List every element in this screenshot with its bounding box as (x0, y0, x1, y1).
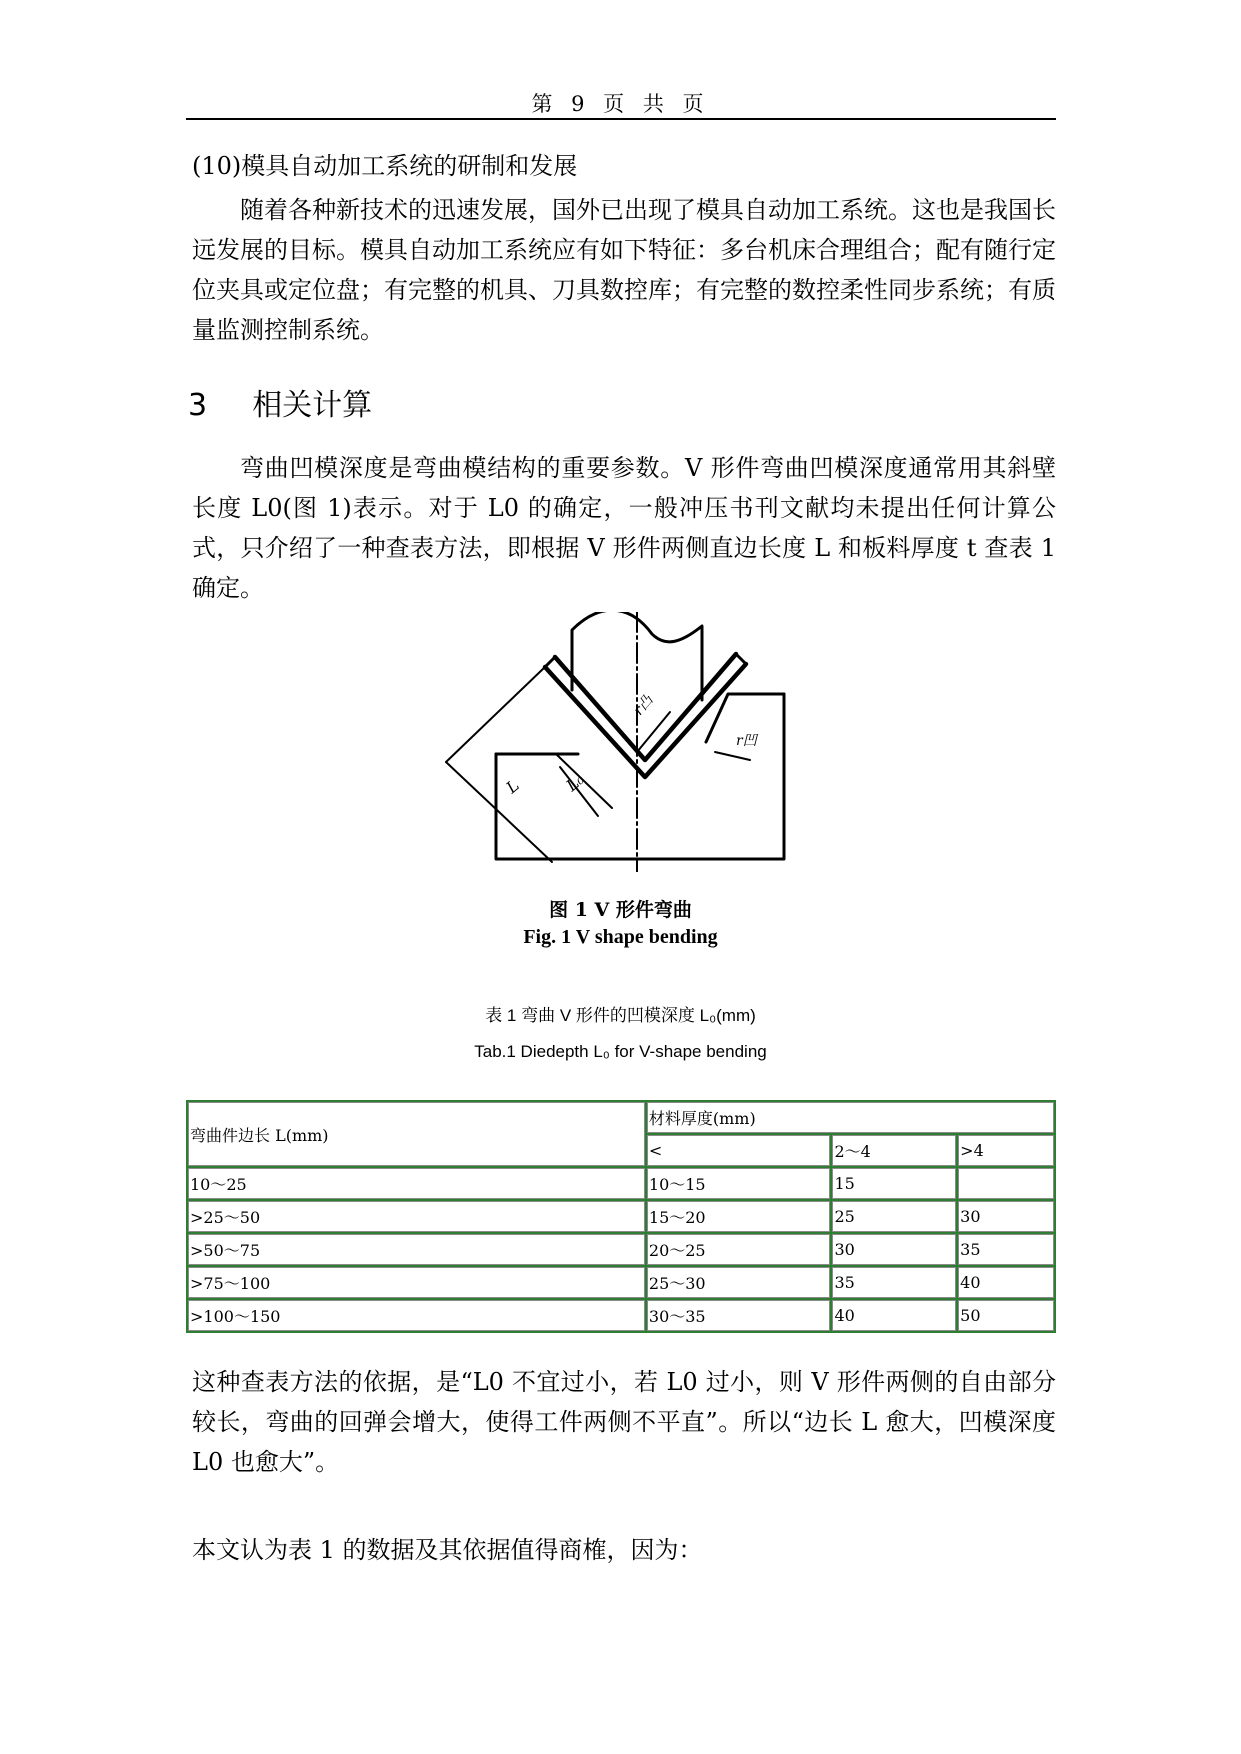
table-cell: 15～20 (646, 1200, 832, 1233)
table-row (187, 1233, 1055, 1266)
table-cell: 30 (957, 1200, 1055, 1233)
table-caption-en: Tab.1 Diedepth L₀ for V-shape bending (474, 1042, 767, 1061)
depth-table (186, 1100, 1056, 1333)
table-cell: 40 (831, 1299, 957, 1332)
table-header-row (187, 1101, 1055, 1134)
table-cell: 40 (957, 1266, 1055, 1299)
section-number: 3 (188, 388, 208, 423)
sub-header: >4 (957, 1134, 1055, 1167)
table-row (187, 1167, 1055, 1200)
header-rule (186, 118, 1056, 120)
table-cell: 35 (831, 1266, 957, 1299)
table-cell: 25 (831, 1200, 957, 1233)
subsection-paragraph: 随着各种新技术的迅速发展，国外已出现了模具自动加工系统。这也是我国长远发展的目标。模具自动加工系统应有如下特征：多台机床合理组合；配有随行定位夹具或定位盘；有完整的机具、刀具数控库；有完整的数控柔性同步系统；有质量监测控制系统。 (192, 196, 1056, 344)
table-cell: 15 (831, 1167, 957, 1200)
table-cell: 25～30 (646, 1266, 832, 1299)
r-die-leader (715, 752, 750, 760)
table-cell: >50～75 (187, 1233, 646, 1266)
page-header: 第 9 页 共 页 (531, 92, 710, 116)
label-L: L (502, 775, 523, 798)
table-row (187, 1299, 1055, 1332)
table-cell: >100～150 (187, 1299, 646, 1332)
sub-header: < (646, 1134, 832, 1167)
table-cell: >25～50 (187, 1200, 646, 1233)
sheet-end-right (736, 654, 746, 664)
table-cell: 10～25 (187, 1167, 646, 1200)
sub-header: 2～4 (831, 1134, 957, 1167)
table-cell: 35 (957, 1233, 1055, 1266)
label-r-punch: r凸 (630, 692, 657, 719)
explanation-paragraph: 这种查表方法的依据，是“L0 不宜过小，若 L0 过小，则 V 形件两侧的自由部分较长，弯曲的回弹会增大，使得工件两侧不平直”。所以“边长 L 愈大，凹模深度 L0 也愈大”。 (192, 1368, 1056, 1476)
subsection-heading: (10)模具自动加工系统的研制和发展 (192, 152, 578, 180)
table-cell (957, 1167, 1055, 1200)
die-outline (496, 694, 784, 859)
table-cell: 30～35 (646, 1299, 832, 1332)
figure-caption-en: Fig. 1 V shape bending (523, 926, 718, 948)
col-header-side-length: 弯曲件边长 L(mm) (187, 1101, 646, 1167)
table-cell: 10～15 (646, 1167, 832, 1200)
section-title (188, 380, 372, 424)
v-bending-figure (440, 612, 800, 872)
figure-caption-cn: 图 1 V 形件弯曲 (549, 899, 692, 921)
closing-paragraph: 本文认为表 1 的数据及其依据值得商榷，因为： (192, 1536, 703, 1564)
section-paragraph: 弯曲凹模深度是弯曲模结构的重要参数。V 形件弯曲凹模深度通常用其斜壁长度 L0(图 1)表示。对于 L0 的确定，一般冲压书刊文献均未提出任何计算公式，只介绍了一种查表方法，即根据 V 形件两侧直边长度 L 和板料厚度 t 查表 1 确定。 (192, 454, 1056, 602)
table-cell: 50 (957, 1299, 1055, 1332)
dim-L-ext2 (446, 762, 552, 862)
col-group-header-thickness: 材料厚度(mm) (646, 1101, 1055, 1134)
table-row (187, 1200, 1055, 1233)
label-L0: L₀ (562, 769, 588, 796)
dim-L-ext1 (446, 667, 545, 762)
table-caption-cn: 表 1 弯曲 V 形件的凹模深度 L₀(mm) (485, 1006, 756, 1025)
table-cell: 20～25 (646, 1233, 832, 1266)
table-cell: 30 (831, 1233, 957, 1266)
label-r-die: r凹 (736, 733, 757, 749)
table-cell: >75～100 (187, 1266, 646, 1299)
table-row (187, 1266, 1055, 1299)
section-title-text: 相关计算 (252, 388, 373, 423)
sheet-end-left (545, 657, 555, 667)
